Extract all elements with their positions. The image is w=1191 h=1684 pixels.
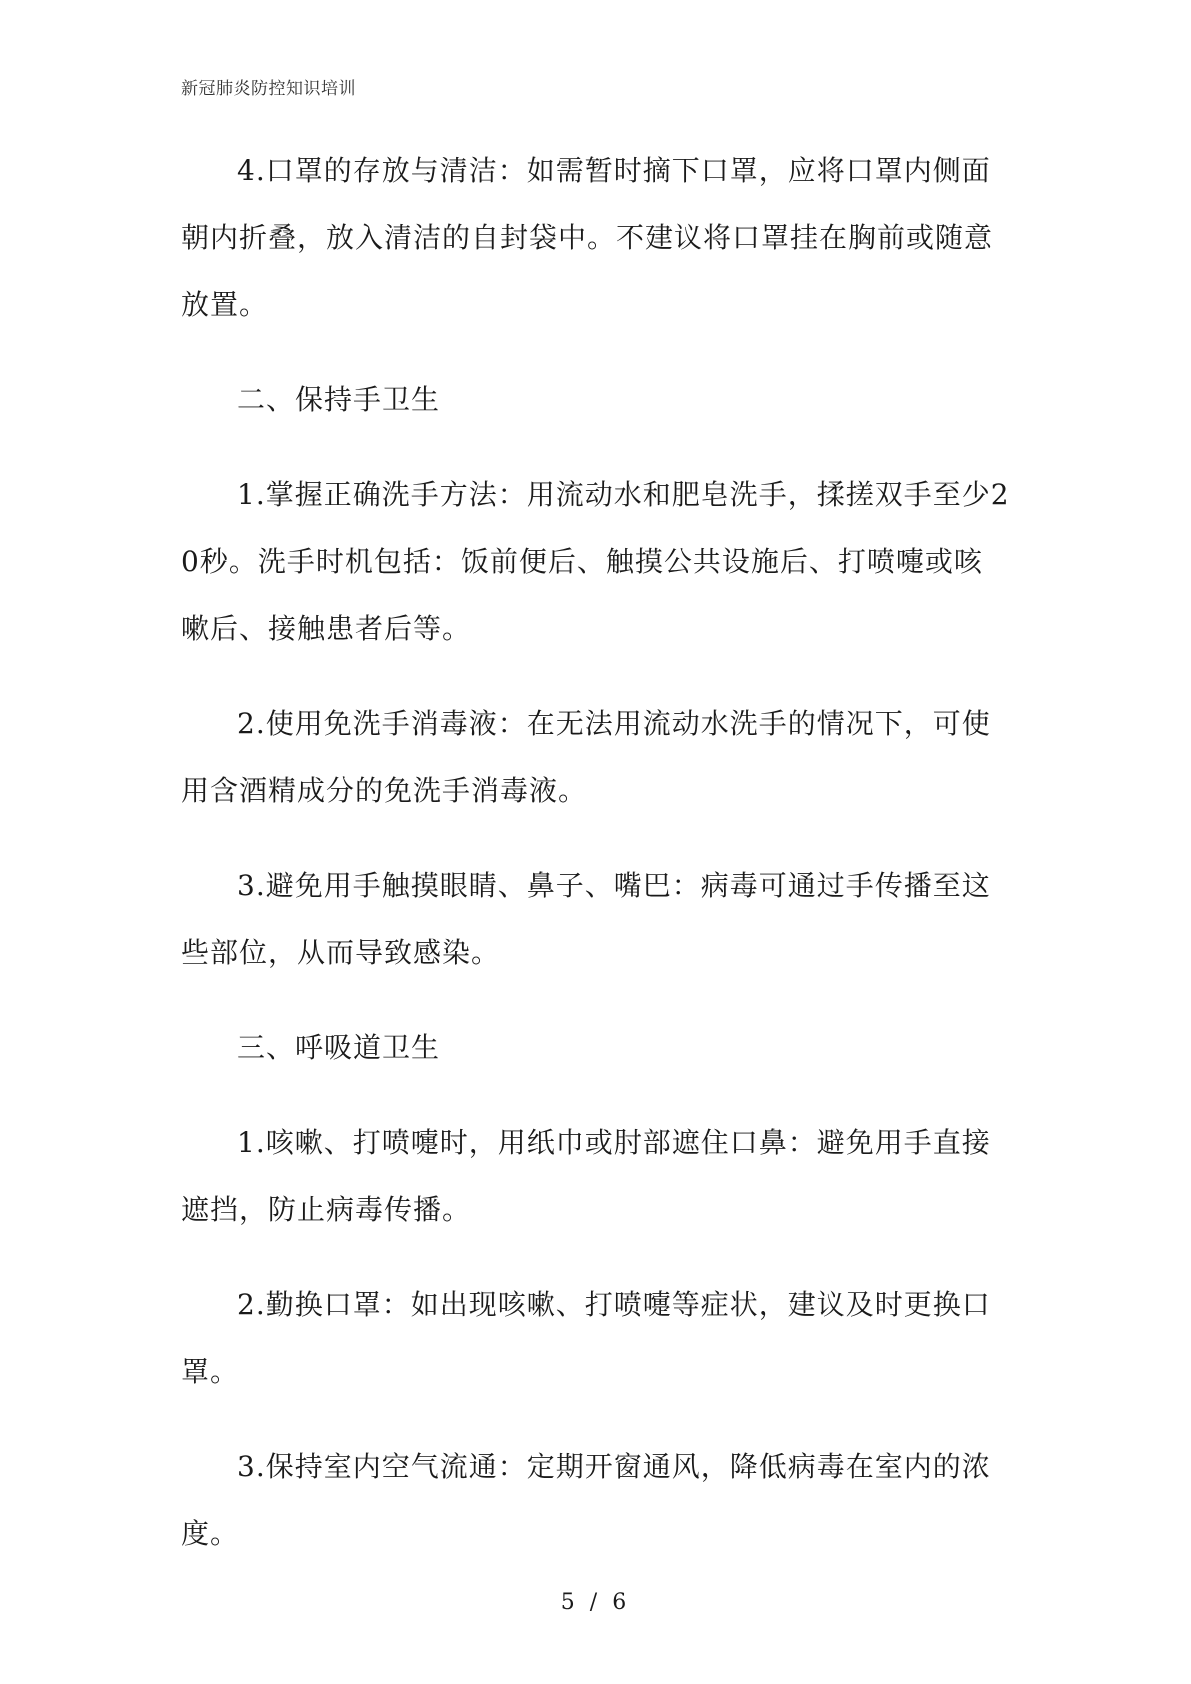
section-heading-hand-hygiene: 二、保持手卫生 (237, 383, 441, 416)
paragraph-handwashing-method: 1.掌握正确洗手方法：用流动水和肥皂洗手，揉搓双手至少20秒。洗手时机包括：饭前便后、触摸公共设施后、打喷嚏或咳嗽后、接触患者后等。 (181, 478, 1010, 645)
page-header: 新冠肺炎防控知识培训 (181, 79, 356, 99)
paragraph-ventilation: 3.保持室内空气流通：定期开窗通风，降低病毒在室内的浓度。 (181, 1450, 991, 1550)
page-number: 5 / 6 (560, 1590, 631, 1615)
paragraph-hand-sanitizer: 2.使用免洗手消毒液：在无法用流动水洗手的情况下，可使用含酒精成分的免洗手消毒液。 (181, 707, 991, 807)
document-body (181, 137, 1011, 1595)
section-heading-respiratory-hygiene: 三、呼吸道卫生 (237, 1031, 441, 1064)
paragraph-avoid-touching-face: 3.避免用手触摸眼睛、鼻子、嘴巴：病毒可通过手传播至这些部位，从而导致感染。 (181, 869, 991, 969)
paragraph-mask-storage: 4.口罩的存放与清洁：如需暂时摘下口罩，应将口罩内侧面朝内折叠，放入清洁的自封袋中。不建议将口罩挂在胸前或随意放置。 (181, 154, 994, 321)
paragraph-cover-cough: 1.咳嗽、打喷嚏时，用纸巾或肘部遮住口鼻：避免用手直接遮挡，防止病毒传播。 (181, 1126, 991, 1226)
paragraph-change-mask: 2.勤换口罩：如出现咳嗽、打喷嚏等症状，建议及时更换口罩。 (181, 1288, 991, 1388)
